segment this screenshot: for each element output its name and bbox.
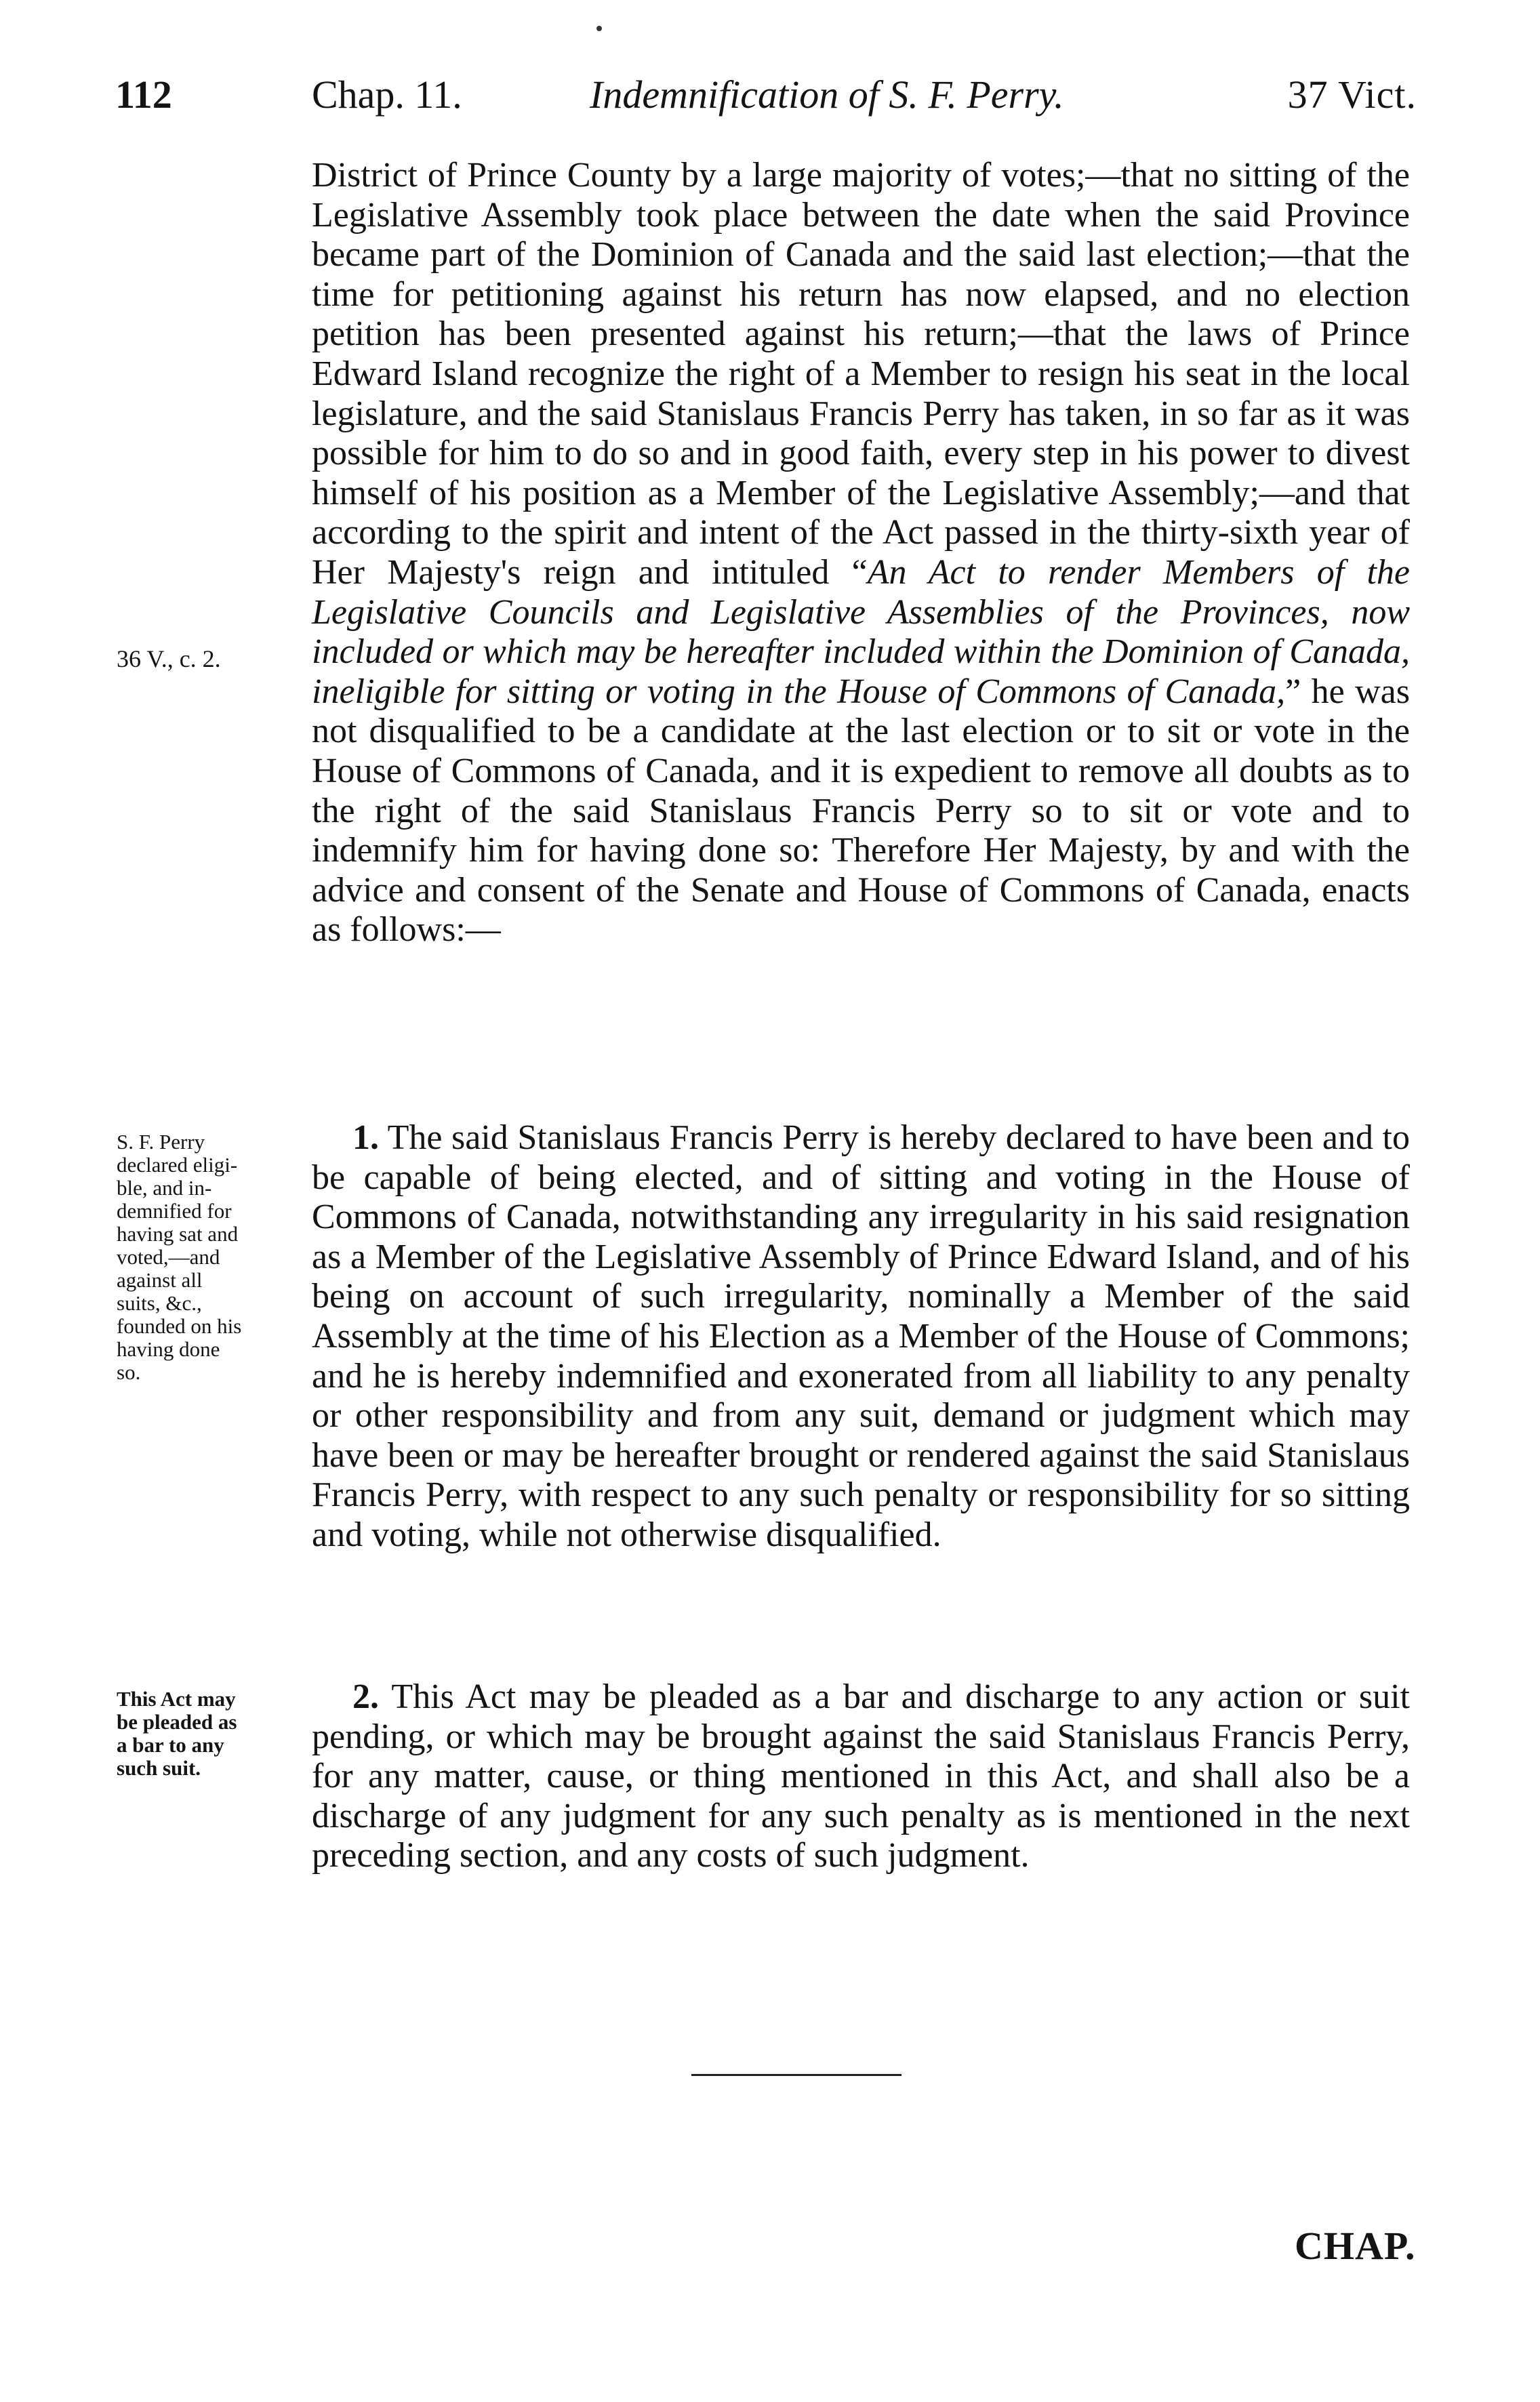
regnal-year: 37 Vict. [1287,73,1417,117]
section-2-paragraph [312,1677,1410,1876]
section-text: The said Stanislaus Francis Perry is hereby declared to have been and to be capable of being elected, and of sitting and voting in the House of Commons of Canada, notwithstanding any irregularity in his said resignation as a Member of the Legislative Assembly of Prince Edward Island, and of his being on account of such irregularity, nominally a Member of the said Assembly at the time of his Election as a Member of the House of Commons; and he is hereby indemnified and exonerated from all liability to any penalty or other responsibility and from any suit, demand or judgment which may have been or may be hereafter brought or rendered against the said Stanislaus Francis Perry, with respect to any such penalty or responsibility for so sitting and voting, while not otherwise disqualified. [312,1118,1410,1554]
ink-speck [596,26,602,31]
running-title: Indemnification of S. F. Perry. [590,73,1064,117]
section-text: This Act may be pleaded as a bar and discharge to any action or suit pending, or which may be brought against the said Stanislaus Francis Perry, for any matter, cause, or thing mentioned in this Act, and shall also be a discharge of any judgment for any such penalty as is mentioned in the next preceding section, and any costs of such judgment. [312,1677,1411,1875]
preamble-text-after: ” he was not disqualified to be a candidate at the last election or to sit or vote in the House of Commons of Canada, and it is expedient to remove all doubts as to the right of the said Stanislaus Francis Perry so to sit or vote and to indemnify him for having done so: Therefore Her Majesty, by and with the advice and consent of the Senate and House of Commons of Canada, enacts as follows:— [312,672,1411,950]
cited-act-title: An Act to render Members of the Legislative Councils and Legislative Assemblies of the Provinces, now included or which may be hereafter included within the Dominion of Canada, ineligible for sitting or voting in the House of Commons of Canada, [312,552,1410,711]
chapter-label: Chap. 11. [312,73,462,117]
running-header [115,72,1417,126]
margin-note-section-1: S. F. Perry declared eligi- ble, and in- demnified for having sat and voted,—and against all suits, &c., founded on his having done so. [117,1130,242,1384]
margin-note-statute-ref: 36 V., c. 2. [117,645,221,672]
catchword: CHAP. [1295,2224,1416,2268]
page-number: 112 [115,73,172,117]
section-number: 1. [352,1118,379,1157]
margin-note-section-2: This Act may be pleaded as a bar to any such suit. [117,1687,237,1780]
preamble-paragraph [312,156,1410,950]
end-rule [691,2074,901,2076]
section-number: 2. [352,1677,379,1716]
section-1-paragraph [312,1118,1410,1555]
preamble-text-before: District of Prince County by a large majority of votes;—that no sitting of the Legislative Assembly took place between the date when the said Province became part of the Dominion of Canada and the said last election;—that the time for petitioning against his return has now elapsed, and no election petition has been presented against his return;—that the laws of Prince Edward Island recognize the right of a Member to resign his seat in the local legislature, and the said Stanislaus Francis Perry has taken, in so far as it was possible for him to do so and in good faith, every step in his power to divest himself of his position as a Member of the Legislative Assembly;—and that according to the spirit and intent of the Act passed in the thirty-sixth year of Her Majesty's reign and intituled “ [312,156,1410,592]
